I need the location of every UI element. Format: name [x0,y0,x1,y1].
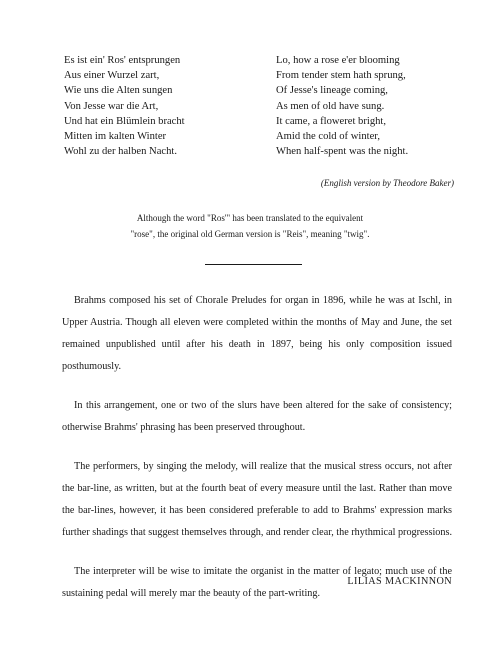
poem-german-line: Aus einer Wurzel zart, [64,70,160,82]
note-line: "rose", the original old German version is "Reis", meaning "twig". [130,228,370,239]
paragraph: In this arrangement, one or two of the slurs have been altered for the sake of consistency; otherwise Brahms' phrasing has been preserved throughout. [62,400,452,433]
poem-german-line: Mitten im kalten Winter [64,131,167,143]
poem-english-column [276,53,408,159]
author-signature: LILIAS MACKINNON [347,576,452,587]
section-divider [205,264,302,265]
poem-german-line: Es ist ein' Ros' entsprungen [64,55,181,66]
poem-german-column [64,53,185,159]
poem-german-line: Und hat ein Blümlein bracht [64,115,185,127]
note-line: Although the word "Ros'" has been translated to the equivalent [136,213,364,223]
poem-english-line: When half-spent was the night. [276,146,409,158]
preface-text [62,290,452,622]
paragraph: The interpreter will be wise to imitate the organist in the matter of legato; much use of the sustaining pedal will merely mar the beauty of the part-writing. [62,566,452,599]
poem-english-line: From tender stem hath sprung, [276,70,406,82]
poem-english-line: As men of old have sung. [276,100,385,112]
poem-german-line: Wie uns die Alten sungen [64,85,173,97]
poem-german-line: Wohl zu der halben Nacht. [64,146,177,158]
poem-english-line: Amid the cold of winter, [276,131,381,143]
paragraph: The performers, by singing the melody, will realize that the musical stress occurs, not after the bar-line, as written, but at the fourth beat of every measure until the last. Rather than move the bar-lines, however, it has been considered preferable to add to Brahms' expression marks further shadings that suggest themselves through, and render clear, the rhythmical progressions. [62,461,453,538]
translation-note [0,211,500,242]
poem-german-line: Von Jesse war die Art, [64,100,159,112]
poem-english-line: Lo, how a rose e'er blooming [276,55,400,66]
paragraph: Brahms composed his set of Chorale Preludes for organ in 1896, while he was at Ischl, in Upper Austria. Though all eleven were completed within the months of May and June, the set remained unpublished until after his death in 1897, being his only composition issued posthumously. [62,295,452,372]
poem-english-line: Of Jesse's lineage coming, [276,85,388,97]
poem-english-line: It came, a floweret bright, [276,115,387,127]
translation-credit: (English version by Theodore Baker) [320,178,454,188]
